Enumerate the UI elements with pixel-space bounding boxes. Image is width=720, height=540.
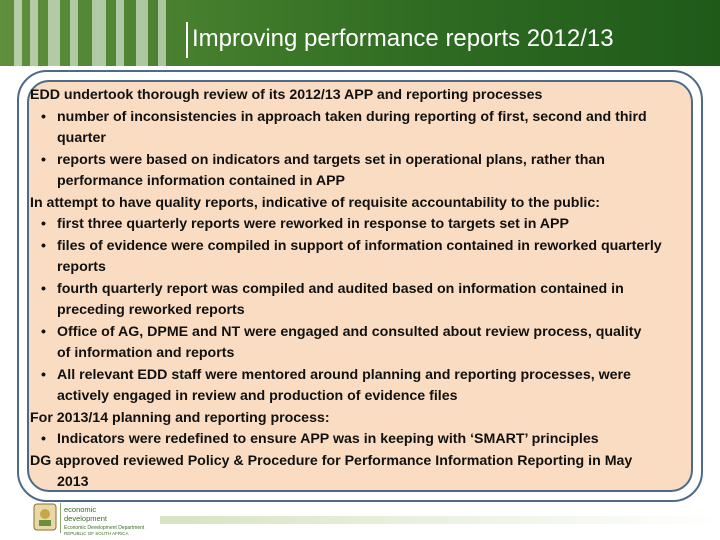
- bullet-text: reports were based on indicators and targets set in operational plans, rather than performance information contained in APP: [57, 151, 605, 189]
- logo-line4: REPUBLIC OF SOUTH AFRICA: [64, 531, 129, 536]
- header-band: [0, 0, 720, 66]
- section-heading: In attempt to have quality reports, indicative of requisite accountability to the public:: [30, 194, 600, 211]
- list-item: [30, 107, 690, 150]
- bullet-icon: •: [41, 431, 46, 447]
- list-item: [30, 236, 690, 279]
- list-item: [30, 150, 690, 193]
- coat-of-arms-icon: [34, 504, 56, 530]
- logo-line3: Economic Development Department: [64, 525, 145, 531]
- closing-text: DG approved reviewed Policy & Procedure for Performance Information Reporting in May 2013: [30, 452, 633, 490]
- bullet-text: number of inconsistencies in approach taken during reporting of first, second and third quarter: [57, 108, 647, 146]
- list-item: [30, 429, 690, 451]
- list-item: [30, 279, 690, 322]
- bullet-text: All relevant EDD staff were mentored around planning and reporting processes, were actively engaged in review and production of evidence files: [57, 366, 631, 404]
- bullet-text: fourth quarterly report was compiled and audited based on information contained in preceding reworked reports: [57, 280, 624, 318]
- header-separator: [186, 22, 188, 58]
- bullet-icon: •: [41, 323, 46, 340]
- bullet-icon: •: [41, 216, 46, 232]
- bullet-text: first three quarterly reports were reworked in response to targets set in APP: [57, 216, 569, 232]
- bullet-icon: •: [41, 151, 46, 168]
- content-text: [30, 85, 690, 494]
- list-item: [30, 365, 690, 408]
- bullet-icon: •: [41, 237, 46, 254]
- intro-line: EDD undertook thorough review of its 2012/13 APP and reporting processes: [30, 87, 543, 103]
- closing-line: [30, 451, 667, 494]
- page-title: Improving performance reports 2012/13: [192, 25, 614, 52]
- section-heading: For 2013/14 planning and reporting process:: [30, 409, 330, 426]
- header-stripes: [0, 0, 200, 66]
- bullet-text: Office of AG, DPME and NT were engaged and consulted about review process, quality of information and reports: [57, 323, 642, 361]
- list-item: [30, 322, 690, 365]
- logo-line1: economic: [64, 505, 97, 514]
- list-item: [30, 214, 690, 236]
- bullet-icon: •: [41, 366, 46, 383]
- bullet-icon: •: [41, 108, 46, 125]
- economic-development-logo: [30, 500, 150, 540]
- footer-rule: [160, 516, 720, 524]
- bullet-icon: •: [41, 280, 46, 297]
- bullet-text: files of evidence were compiled in support of information contained in reworked quarterly reports: [57, 237, 662, 275]
- logo-line2: development: [64, 514, 107, 523]
- bullet-text: Indicators were redefined to ensure APP was in keeping with ‘SMART’ principles: [57, 431, 599, 447]
